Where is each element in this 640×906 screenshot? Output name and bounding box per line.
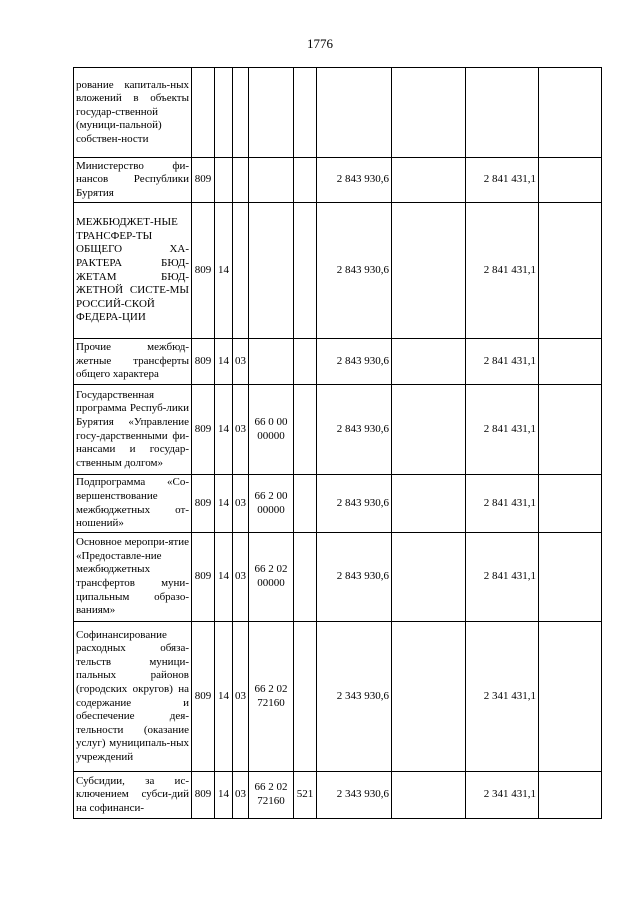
target-article-cell: 66 2 00 00000 xyxy=(249,475,294,533)
expense-type-cell xyxy=(294,475,317,533)
ministry-code-cell xyxy=(192,68,215,158)
subsection-code-cell: 03 xyxy=(233,622,249,772)
subsection-code-cell: 03 xyxy=(233,533,249,622)
row-name-cell: Основное меропри-ятие «Предоставле-ние межбюджетных трансфертов муни-ципальным образо-ваниям» xyxy=(74,533,192,622)
expense-type-cell xyxy=(294,385,317,475)
target-article-cell xyxy=(249,203,294,339)
amount-year2-cell: 2 341 431,1 xyxy=(466,622,539,772)
amount-year2-cell: 2 841 431,1 xyxy=(466,339,539,385)
section-code-cell: 14 xyxy=(215,203,233,339)
empty-cell xyxy=(539,772,602,819)
section-code-cell: 14 xyxy=(215,475,233,533)
amount-year2-cell: 2 841 431,1 xyxy=(466,385,539,475)
amount-year1-cell: 2 843 930,6 xyxy=(317,385,392,475)
subsection-code-cell xyxy=(233,203,249,339)
subsection-code-cell xyxy=(233,68,249,158)
amount-year1-cell: 2 343 930,6 xyxy=(317,772,392,819)
empty-cell xyxy=(392,533,466,622)
empty-cell xyxy=(392,339,466,385)
empty-cell xyxy=(539,158,602,203)
empty-cell xyxy=(392,158,466,203)
empty-cell xyxy=(392,622,466,772)
row-name-cell: Софинансирование расходных обяза-тельств муници-пальных районов (городских округов) на содержание и обеспечение дея-тельности (оказание услуг) муниципаль-ных учреждений xyxy=(74,622,192,772)
table-row xyxy=(74,68,602,158)
section-code-cell: 14 xyxy=(215,385,233,475)
section-code-cell: 14 xyxy=(215,533,233,622)
target-article-cell: 66 2 02 72160 xyxy=(249,622,294,772)
ministry-code-cell: 809 xyxy=(192,339,215,385)
target-article-cell: 66 2 02 00000 xyxy=(249,533,294,622)
section-code-cell xyxy=(215,68,233,158)
amount-year1-cell xyxy=(317,68,392,158)
amount-year1-cell: 2 843 930,6 xyxy=(317,533,392,622)
amount-year2-cell: 2 841 431,1 xyxy=(466,203,539,339)
empty-cell xyxy=(539,203,602,339)
table-row xyxy=(74,339,602,385)
row-name-cell: Субсидии, за ис-ключением субси-дий на софинанси- xyxy=(74,772,192,819)
row-name-cell: Министерство фи-нансов Республики Бурятия xyxy=(74,158,192,203)
ministry-code-cell: 809 xyxy=(192,533,215,622)
section-code-cell: 14 xyxy=(215,772,233,819)
empty-cell xyxy=(539,385,602,475)
empty-cell xyxy=(539,475,602,533)
expense-type-cell xyxy=(294,339,317,385)
amount-year2-cell xyxy=(466,68,539,158)
ministry-code-cell: 809 xyxy=(192,622,215,772)
empty-cell xyxy=(539,339,602,385)
subsection-code-cell: 03 xyxy=(233,772,249,819)
ministry-code-cell: 809 xyxy=(192,475,215,533)
budget-table xyxy=(73,67,602,819)
table-row xyxy=(74,622,602,772)
amount-year2-cell: 2 841 431,1 xyxy=(466,475,539,533)
subsection-code-cell: 03 xyxy=(233,385,249,475)
page-number: 1776 xyxy=(307,36,333,51)
ministry-code-cell: 809 xyxy=(192,385,215,475)
amount-year2-cell: 2 841 431,1 xyxy=(466,158,539,203)
amount-year1-cell: 2 343 930,6 xyxy=(317,622,392,772)
section-code-cell: 14 xyxy=(215,622,233,772)
row-name-cell: МЕЖБЮДЖЕТ-НЫЕ ТРАНСФЕР-ТЫ ОБЩЕГО ХА-РАКТЕРА БЮД-ЖЕТАМ БЮД-ЖЕТНОЙ СИСТЕ-МЫ РОССИЙ-СКОЙ ФЕДЕРА-ЦИИ xyxy=(74,203,192,339)
amount-year1-cell: 2 843 930,6 xyxy=(317,203,392,339)
table-row xyxy=(74,385,602,475)
expense-type-cell: 521 xyxy=(294,772,317,819)
row-name-cell: Государственная программа Респуб-лики Бурятия «Управление госу-дарственными фи-нансами и государ-ственным долгом» xyxy=(74,385,192,475)
subsection-code-cell: 03 xyxy=(233,339,249,385)
target-article-cell: 66 2 02 72160 xyxy=(249,772,294,819)
table-row xyxy=(74,158,602,203)
expense-type-cell xyxy=(294,203,317,339)
empty-cell xyxy=(392,475,466,533)
empty-cell xyxy=(392,385,466,475)
expense-type-cell xyxy=(294,68,317,158)
ministry-code-cell: 809 xyxy=(192,203,215,339)
table-row xyxy=(74,533,602,622)
target-article-cell xyxy=(249,158,294,203)
empty-cell xyxy=(539,622,602,772)
table-row xyxy=(74,772,602,819)
empty-cell xyxy=(392,68,466,158)
empty-cell xyxy=(392,203,466,339)
row-name-cell: Прочие межбюд-жетные трансферты общего характера xyxy=(74,339,192,385)
amount-year2-cell: 2 841 431,1 xyxy=(466,533,539,622)
subsection-code-cell: 03 xyxy=(233,475,249,533)
row-name-cell: Подпрограмма «Со-вершенствование межбюджетных от-ношений» xyxy=(74,475,192,533)
ministry-code-cell: 809 xyxy=(192,772,215,819)
amount-year1-cell: 2 843 930,6 xyxy=(317,339,392,385)
empty-cell xyxy=(392,772,466,819)
amount-year1-cell: 2 843 930,6 xyxy=(317,475,392,533)
table-row xyxy=(74,203,602,339)
row-name-cell: рование капиталь-ных вложений в объекты государ-ственной (муници-пальной) собствен-ности xyxy=(74,68,192,158)
expense-type-cell xyxy=(294,622,317,772)
table-row xyxy=(74,475,602,533)
target-article-cell: 66 0 00 00000 xyxy=(249,385,294,475)
section-code-cell: 14 xyxy=(215,339,233,385)
target-article-cell xyxy=(249,68,294,158)
ministry-code-cell: 809 xyxy=(192,158,215,203)
expense-type-cell xyxy=(294,158,317,203)
amount-year1-cell: 2 843 930,6 xyxy=(317,158,392,203)
empty-cell xyxy=(539,68,602,158)
expense-type-cell xyxy=(294,533,317,622)
subsection-code-cell xyxy=(233,158,249,203)
target-article-cell xyxy=(249,339,294,385)
section-code-cell xyxy=(215,158,233,203)
empty-cell xyxy=(539,533,602,622)
amount-year2-cell: 2 341 431,1 xyxy=(466,772,539,819)
